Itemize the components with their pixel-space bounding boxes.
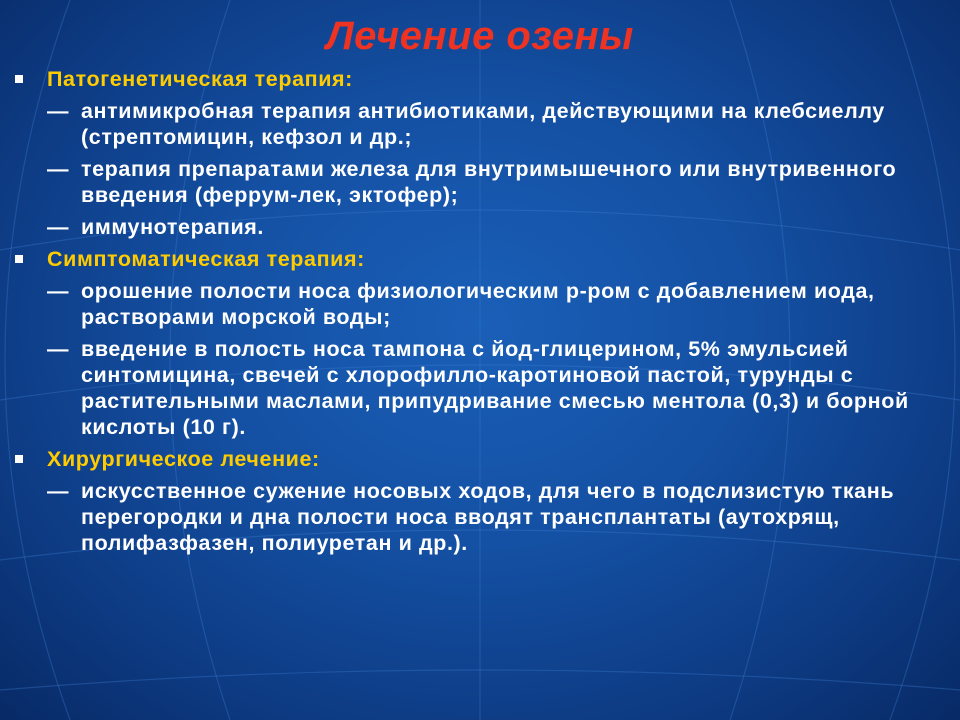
- section-heading: Симптоматическая терапия:: [47, 247, 365, 271]
- list-item-text: введение в полость носа тампона с йод-глицерином, 5% эмульсией синтомицина, свечей с хлорофилло-каротиновой пастой, турунды с растительными маслами, припудривание смесью ментола (0,3) и борной кислоты (10 г).: [81, 337, 909, 439]
- square-bullet-icon: [15, 75, 23, 83]
- slide-content: [12, 64, 942, 556]
- list-item: [12, 98, 942, 150]
- list-item-text: орошение полости носа физиологическим р-ром с добавлением иода, растворами морской воды;: [81, 279, 875, 329]
- list-item: [12, 336, 942, 440]
- square-bullet-icon: [15, 255, 23, 263]
- section-heading: Хирургическое лечение:: [47, 447, 320, 471]
- dash-marker: —: [47, 279, 70, 303]
- dash-marker: —: [47, 99, 70, 123]
- dash-marker: —: [47, 337, 70, 361]
- square-bullet-icon: [15, 455, 23, 463]
- dash-marker: —: [47, 479, 70, 503]
- list-item-text: антимикробная терапия антибиотиками, действующими на клебсиеллу (стрептомицин, кефзол и др.;: [81, 99, 885, 149]
- list-item-text: иммунотерапия.: [81, 215, 264, 239]
- list-item: [12, 278, 942, 330]
- section-pathogenetic: [12, 66, 942, 240]
- list-item: [12, 156, 942, 208]
- dash-marker: —: [47, 215, 70, 239]
- list-item: [12, 214, 942, 240]
- list-item-text: терапия препаратами железа для внутримышечного или внутривенного введения (феррум-лек, эктофер);: [81, 157, 897, 207]
- list-item: [12, 478, 942, 556]
- section-surgical: [12, 446, 942, 556]
- slide-title: Лечение озены: [326, 14, 634, 58]
- section-symptomatic: [12, 246, 942, 440]
- section-heading: Патогенетическая терапия:: [47, 67, 353, 91]
- dash-marker: —: [47, 157, 70, 181]
- list-item-text: искусственное сужение носовых ходов, для чего в подслизистую ткань перегородки и дна полости носа вводят трансплантаты (аутохрящ, полифазфазен, полиуретан и др.).: [81, 479, 895, 555]
